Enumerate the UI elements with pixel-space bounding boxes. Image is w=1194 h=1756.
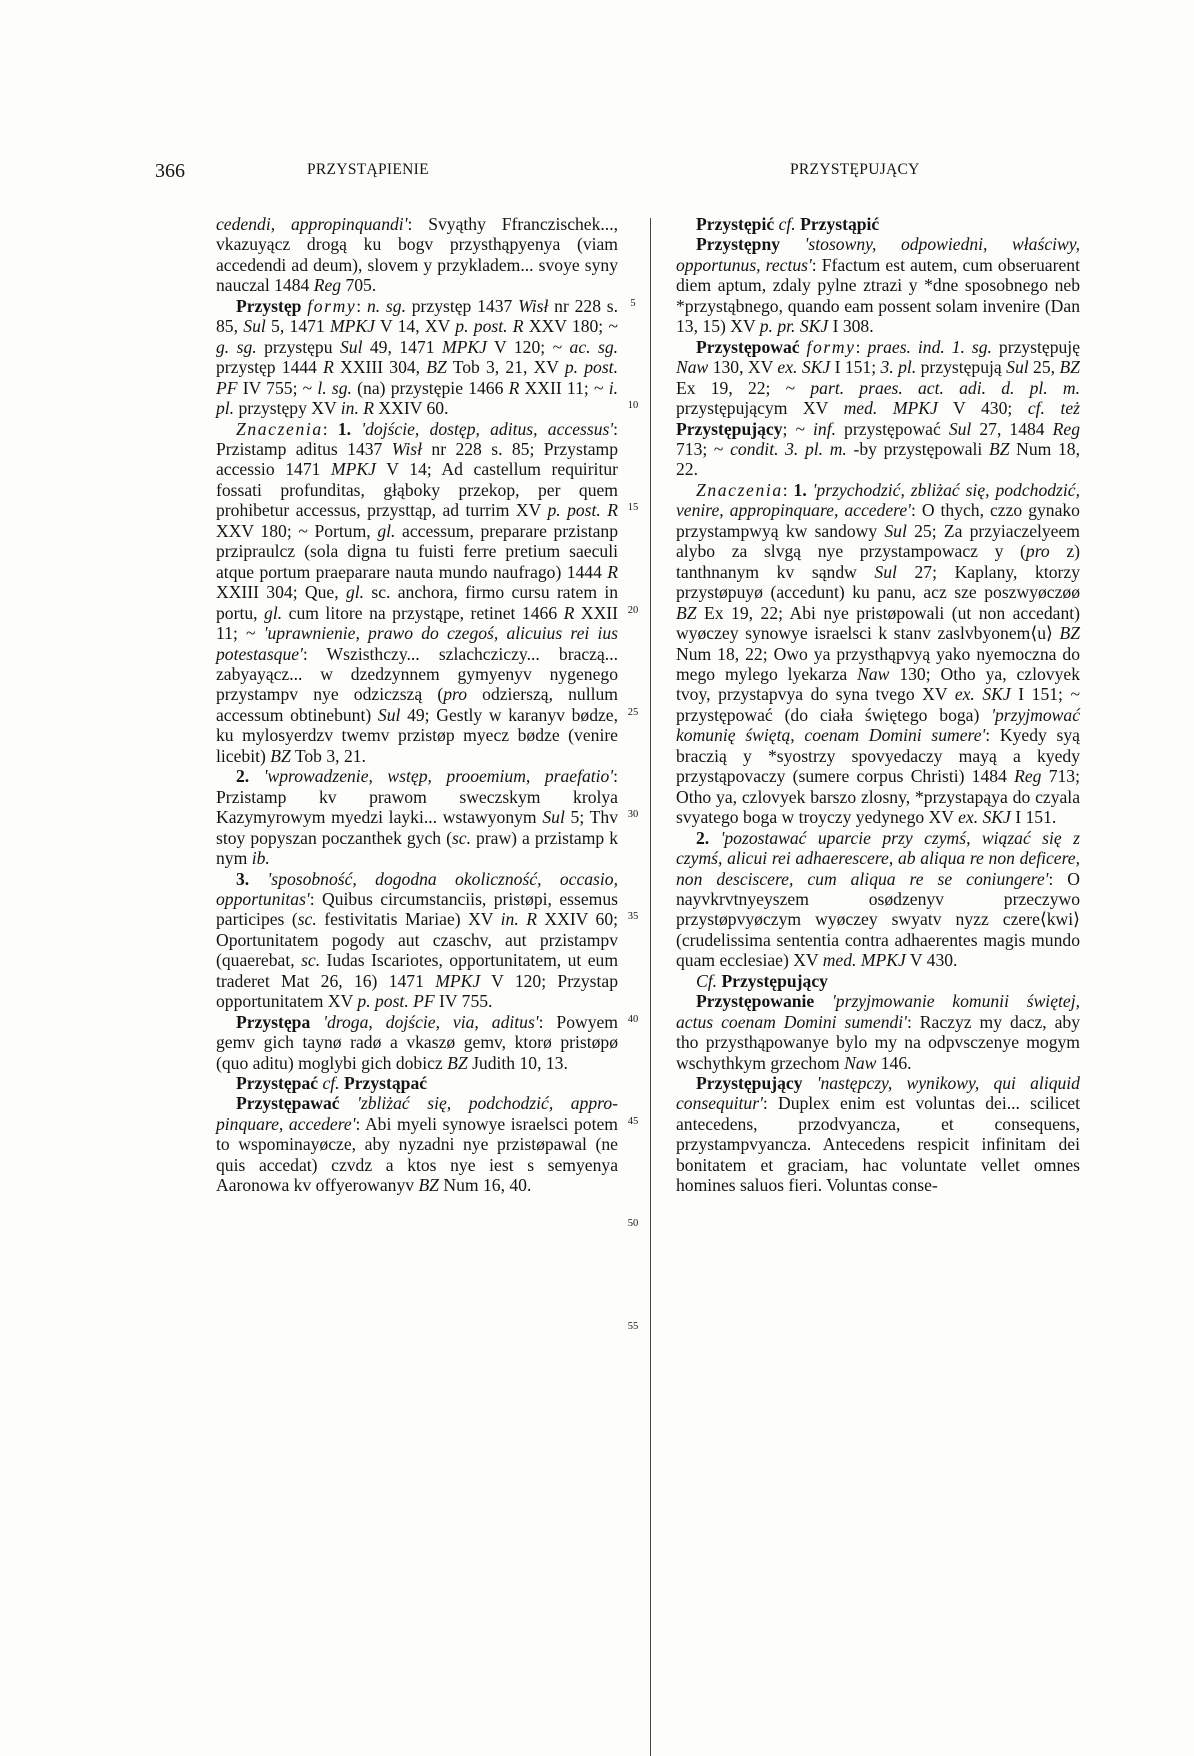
source-abbrev: in. R xyxy=(500,909,537,930)
source-abbrev: p. post. PF xyxy=(357,991,435,1012)
text: 705. xyxy=(341,275,377,296)
entry-przystepic xyxy=(676,214,1080,234)
text: : Powyem gemv gich taynø radø a vkaszø gemv, ktorø pristøpø (quo aditu) moglybi gich dobicz xyxy=(216,1011,618,1073)
text: 49, 1471 xyxy=(362,336,442,357)
text xyxy=(249,869,267,889)
sense-number: 2. xyxy=(696,827,710,848)
gloss: 'przychodzić, zbliżać się, podchodzić, venire, appropinquare, accedere' xyxy=(676,479,1080,521)
entry-przystep xyxy=(216,296,618,419)
text xyxy=(340,1093,358,1113)
text: XXIII 304, xyxy=(333,357,427,378)
source-abbrev: BZ xyxy=(1059,623,1080,644)
grammar: inf. xyxy=(813,418,836,439)
text: V 430; xyxy=(937,398,1028,419)
text: : Duplex enim est voluntas dei... scilicet antecedens, przodvyancza, et consequens, przystampvyancza. Antecedens respicit infinitam dei bonitatem et graciam, hac voluntate vellet omnes homines saluos fieri. Voluntas conse- xyxy=(676,1093,1080,1196)
text: : Wszisthczy... szlachcziczy... braczą... zabyayącz... w dzedzynnem gymyenyv nygenego przystampv nye odziczszą ( xyxy=(216,643,618,705)
gloss: 'wprowadzenie, wstęp, prooemium, praefatio' xyxy=(263,766,614,787)
text: XXIV 60. xyxy=(374,398,449,419)
cross-ref-marker: cf. xyxy=(322,1073,340,1094)
cross-ref-target: Przystępujący xyxy=(721,970,828,991)
source-abbrev: p. post. PF xyxy=(216,357,618,398)
meanings-przystepowac xyxy=(676,480,1080,828)
text: (na) przystępie 1466 xyxy=(351,377,509,398)
grammar: gl. xyxy=(377,520,396,541)
source-abbrev: Sul xyxy=(884,520,907,541)
source-abbrev: BZ xyxy=(426,357,447,378)
sense-number: 3. xyxy=(236,868,250,889)
text: 49; Gestly w karanyv bødze, ku mylosyerdzv twemv przistøp myecz bødze (venire licebit) xyxy=(216,704,619,766)
source-abbrev: Wisł xyxy=(391,438,423,459)
text: Num 16, 40. xyxy=(438,1175,532,1196)
source-abbrev: BZ xyxy=(1059,357,1080,378)
entry-przystepowac xyxy=(676,337,1080,480)
text: : Ffactum est autem, cum obseruarent diem aptum, zdaly pylne ztrazi y *dne sposobnego neb *przystąbnego, quando eam possent solam invenire (Dan 13, 15) XV xyxy=(676,254,1080,337)
source-abbrev: MPKJ xyxy=(435,970,481,991)
text: I 151. xyxy=(1010,807,1057,828)
text: odzierszą, nullum accessum obtinebunt) xyxy=(216,684,618,725)
text: V 120; Przystap opportunitatem XV xyxy=(216,970,618,1012)
entry-przystepawac xyxy=(216,1093,618,1195)
text xyxy=(249,766,264,786)
grammar: l. sg. xyxy=(317,377,352,398)
text: 25, xyxy=(1028,357,1060,378)
text: Judith 10, 13. xyxy=(467,1052,568,1073)
headword: Przystępa xyxy=(236,1011,311,1032)
grammar: pro xyxy=(1025,541,1050,562)
cross-ref-target: Przystępujący xyxy=(676,418,783,439)
page-number: 366 xyxy=(155,160,185,182)
source-abbrev: Sul xyxy=(874,561,897,582)
text: przystępuję xyxy=(991,336,1081,357)
sense-2-przystepowac xyxy=(676,828,1080,971)
text: ; ~ xyxy=(782,418,814,439)
headword: Przystępować xyxy=(696,336,800,357)
text: : xyxy=(322,418,338,439)
entry-continuation xyxy=(216,214,618,296)
text: Tob 3, 21. xyxy=(290,745,366,766)
text: V 14, XV xyxy=(374,316,456,337)
text: XXV 180; ~ xyxy=(523,316,618,337)
gloss: 'przyjmować komunię świętą, coenam Domini sumere' xyxy=(676,704,1080,746)
source-abbrev: Reg xyxy=(313,275,342,296)
source-abbrev: med. MPKJ xyxy=(822,950,906,971)
text: -by przystępowali xyxy=(846,438,989,459)
text: Ex 19, 22; ~ xyxy=(676,377,811,398)
sense-number: 1. xyxy=(793,479,807,500)
text: 27; Kaplany, ktorzy przystøpuyø (accedunt) ku panu, acz sze poszwyøczøø xyxy=(676,561,1080,603)
text: z) tanthnanym kv sąndw xyxy=(676,541,1080,582)
text: sc. anchora, firmo cursu ratem in portu, xyxy=(216,582,619,623)
text: przystępują xyxy=(916,357,1007,378)
cross-ref-marker: cf. też xyxy=(1027,398,1081,419)
source-abbrev: Sul xyxy=(1006,357,1029,378)
text: praw) a przistamp k nym xyxy=(216,827,618,869)
left-running-head: PRZYSTĄPIENIE xyxy=(307,161,429,178)
text: nr 228 s. 85; Przystamp accessio 1471 xyxy=(216,438,618,480)
gloss: 'stosowny, odpowiedni, właściwy, opportunus, rectus' xyxy=(676,234,1080,275)
source-abbrev: Sul xyxy=(243,316,266,337)
source-abbrev: Sul xyxy=(339,336,363,357)
text: przystęp 1444 xyxy=(216,357,324,378)
line-number: 30 xyxy=(627,809,639,820)
source-abbrev: Naw xyxy=(676,357,709,378)
running-header xyxy=(0,0,1194,182)
source-abbrev: MPKJ xyxy=(441,336,487,357)
grammar: sc. xyxy=(297,909,317,930)
text: 5, 1471 xyxy=(265,316,331,337)
text: Num 18, 22; Owo ya przysthąpvyą yako nyemoczna do mego mylego lyekarza xyxy=(676,643,1080,684)
text: przystęp 1437 xyxy=(405,295,519,316)
source-abbrev: Reg xyxy=(1014,766,1042,787)
cross-ref-target: Przystąpać xyxy=(344,1073,428,1094)
text: IV 755. xyxy=(434,991,493,1012)
source-abbrev: BZ xyxy=(418,1175,439,1196)
grammar: sc. xyxy=(451,827,471,848)
source-abbrev: ex. SKJ xyxy=(777,357,831,378)
text: IV 755; ~ xyxy=(237,377,318,398)
source-abbrev: Naw xyxy=(857,663,890,684)
text: : O nayvkrvtnyeyszem osødzenyv przeczywo przystøpvyøczym wyøczey swyatv nyzz czere⟨kwi⟩ (crudelissima sententia contra adhaerentes magis mundo quam ecclesiae) XV xyxy=(676,868,1080,971)
meanings-przystep xyxy=(216,419,618,767)
cross-ref-przystepujacy xyxy=(676,971,1080,991)
sense-number: 2. xyxy=(236,766,250,787)
source-abbrev: BZ xyxy=(447,1052,468,1073)
grammar: gl. xyxy=(264,602,283,623)
text: 146. xyxy=(876,1052,912,1073)
source-abbrev: ib. xyxy=(251,848,270,869)
line-number: 50 xyxy=(627,1218,639,1229)
cross-ref-marker: cf. xyxy=(778,214,796,234)
source-abbrev: BZ xyxy=(676,602,697,623)
source-abbrev: Sul xyxy=(542,807,565,828)
text: Tob 3, 21, XV xyxy=(446,357,565,378)
grammar: 3. pl. xyxy=(880,357,917,378)
text: XXIII 304; Que, xyxy=(216,582,346,603)
text: : Quibus circumstanciis, pristøpi, essemus participes ( xyxy=(216,888,618,930)
grammar: gl. xyxy=(345,582,365,603)
right-column xyxy=(676,214,1080,1196)
text: 5; Thv stoy popyszan poczanthek gych ( xyxy=(216,807,618,848)
text: V 120; ~ xyxy=(486,336,570,357)
text: przystępu xyxy=(256,336,340,357)
source-abbrev: R xyxy=(563,602,575,623)
text: Iudas Iscariotes, opportunitatem, ut eum traderet Mat 26, 16) 1471 xyxy=(216,950,619,991)
gloss: 'dojście, dostęp, aditus, accessus' xyxy=(361,418,614,439)
gloss: 'sposobność, dogodna okoliczność, occasio, opportunitas' xyxy=(216,868,618,909)
text: V 14; Ad castellum requiritur fossati profunditas, głąboky przekop, per quem prohibetur accessus, przysttąp, ad turrim XV xyxy=(216,459,618,521)
text xyxy=(780,234,805,254)
text xyxy=(803,1073,817,1093)
source-abbrev: p. post. R xyxy=(455,316,524,337)
source-abbrev: Reg xyxy=(1052,418,1080,439)
source-abbrev: p. pr. SKJ xyxy=(759,316,829,337)
grammar: sc. xyxy=(301,950,321,971)
text: : Svyąthy Ffranczischek..., vkazuyącz drogą ku bogv przysthąpyenya (viam accedendi ad deum), slovem y przykladem... svoye syny nauczal 1484 xyxy=(216,214,618,296)
entry-przystepac xyxy=(216,1073,618,1093)
headword: Przystępujący xyxy=(696,1073,803,1094)
source-abbrev: Naw xyxy=(844,1052,877,1073)
text: V 430. xyxy=(905,950,958,971)
headword: Przystępawać xyxy=(236,1093,340,1114)
text xyxy=(800,337,807,357)
headword: Przystępowanie xyxy=(696,991,815,1012)
text: 713; Otho ya, czlovyek barszo zlosny, *przystapąya do czyala svyatego boga w troyczy yedynego XV xyxy=(676,766,1080,828)
line-number: 15 xyxy=(627,502,639,513)
source-abbrev: ex. SKJ xyxy=(958,807,1011,828)
gloss: 'następczy, wynikowy, qui aliquid consequitur' xyxy=(676,1073,1080,1114)
line-number: 25 xyxy=(627,707,639,718)
line-number: 45 xyxy=(627,1116,639,1127)
source-abbrev: med. MPKJ xyxy=(843,398,938,419)
entry-przystepowanie xyxy=(676,991,1080,1073)
text: przystępy XV xyxy=(234,398,341,419)
text: festivitatis Mariae) XV xyxy=(316,909,501,930)
text: XXII 11; ~ xyxy=(216,602,619,644)
section-label: Znaczenia xyxy=(696,479,783,500)
gloss: 'przyjmowanie komunii świętej, actus coenam Domini sumendi' xyxy=(676,991,1080,1032)
text: XXV 180; ~ Portum, xyxy=(216,520,378,541)
text xyxy=(814,991,832,1011)
line-number: 35 xyxy=(627,911,639,922)
text: XXIV 60; Oportunitatem pogody aut czaschv, aut przistampv (quaerebat, xyxy=(216,909,618,971)
text: : Kyedy syą braczią y *syostrzy spovyedaczy mayą a kyedy przystąpovaczy (sumere corpus Christi) 1484 xyxy=(676,725,1080,787)
line-number: 20 xyxy=(627,605,639,616)
text: I 151; xyxy=(830,357,881,378)
section-label: formy xyxy=(307,295,357,316)
grammar: condit. 3. pl. m. xyxy=(730,438,847,459)
cross-ref-marker: Cf. xyxy=(696,970,718,991)
text: 27, 1484 xyxy=(971,418,1053,439)
text: 130; Otho ya, czlovyek tvoy, przystapvya do syna tvego XV xyxy=(676,663,1080,705)
source-abbrev: R xyxy=(323,357,334,378)
line-number: 40 xyxy=(627,1014,639,1025)
source-abbrev: MPKJ xyxy=(331,459,376,480)
entry-przystepujacy xyxy=(676,1073,1080,1196)
gloss: 'zbliżać się, podchodzić, appropinquare, accedere' xyxy=(216,1093,618,1134)
sense-2-przystep xyxy=(216,766,618,868)
text: I 151; ~ przystępować (do ciała świętego boga) xyxy=(676,684,1080,725)
text: : xyxy=(855,336,868,357)
grammar: praes. ind. 1. sg. xyxy=(867,336,992,357)
grammar: part. praes. act. adi. d. pl. m. xyxy=(810,377,1080,398)
source-abbrev: BZ xyxy=(270,745,291,766)
gloss: 'droga, dojście, via, aditus' xyxy=(323,1011,539,1032)
source-abbrev: ex. SKJ xyxy=(954,684,1011,705)
text: : Abi myeli synowye israelsci potem to wspominayøcze, aby nyzadni nye przistøpawal (ne quis accedat) czvdz a ktos nye iest s semyenya Aaronowa kv offyerowanyv xyxy=(216,1113,618,1196)
text: XXII 11; ~ xyxy=(519,377,609,398)
source-abbrev: Wisł xyxy=(518,295,549,316)
text: accessum, preparare przistanp przipraulcz (sola digna tu fuisti ferre pretium saeculi atque portum praeparare nauta mundo naufrago) 1444 xyxy=(216,520,618,582)
column-divider xyxy=(650,218,651,1756)
section-label: formy xyxy=(806,336,856,357)
sense-3-przystep xyxy=(216,869,618,1012)
source-abbrev: Sul xyxy=(377,704,401,725)
source-abbrev: R xyxy=(508,377,520,398)
text: 130, XV xyxy=(708,357,778,378)
text: 25; Za przyiaczelyeem alybo za slvgą nye przystampowacz y ( xyxy=(676,520,1080,562)
source-abbrev: R xyxy=(607,561,618,582)
line-number: 5 xyxy=(630,298,636,309)
text: : xyxy=(782,479,794,500)
grammar: g. sg. xyxy=(216,336,257,357)
text: przystępującym XV xyxy=(676,398,844,419)
grammar: pro xyxy=(443,684,467,705)
headword: Przystęp xyxy=(236,295,302,316)
grammar: i. pl. xyxy=(216,377,619,419)
section-label: Znaczenia xyxy=(236,418,323,439)
text xyxy=(351,419,361,439)
text xyxy=(709,828,720,848)
source-abbrev: in. R xyxy=(340,398,375,419)
text: : Raczyz my dacz, aby tho przysthąpowanye bylo my na odpvsczenye mogym wschythkym grzechom xyxy=(676,1011,1080,1073)
headword: Przystępny xyxy=(696,234,781,255)
text: Num 18, 22. xyxy=(676,438,1080,480)
text: : Przistamp aditus 1437 xyxy=(216,418,619,459)
text: Ex 19, 22; Abi nye pristøpowali (ut non accedant) wyøczey synowye israelsci k stanv zaslvbyonem⟨u⟩ xyxy=(676,602,1080,644)
line-number: 55 xyxy=(627,1321,639,1332)
grammar: ac. sg. xyxy=(569,336,619,357)
grammar: n. sg. xyxy=(366,295,406,316)
entry-przystepa xyxy=(216,1012,618,1073)
gloss: cedendi, appropinquandi' xyxy=(216,214,408,234)
text: cum litore na przystąpe, retinet 1466 xyxy=(282,602,564,623)
sense-number: 1. xyxy=(337,418,352,439)
text xyxy=(310,1012,323,1032)
entry-przystepny xyxy=(676,234,1080,336)
source-abbrev: Sul xyxy=(948,418,972,439)
gloss: 'pozostawać uparcie przy czymś, wiązać się z czymś, alicui rei adhaerescere, ab aliqua re non deficere, non desciscere, cum aliqua re se coniungere' xyxy=(676,827,1080,889)
source-abbrev: MPKJ xyxy=(330,316,375,337)
text: 713; ~ xyxy=(676,438,731,459)
headword: Przystępać xyxy=(236,1073,319,1094)
text: : Przistamp kv prawom sweczskym krolya Kazymyrowym myedzi layki... wstawyonym xyxy=(216,766,618,828)
text: : xyxy=(356,295,367,316)
gloss: 'uprawnienie, prawo do czegoś, alicuius rei ius potestasque' xyxy=(216,623,618,664)
text: przystępować xyxy=(836,418,949,439)
source-abbrev: p. post. R xyxy=(547,500,618,521)
text: : O thych, czzo gynako przystampwyą kw sandowy xyxy=(676,500,1080,541)
cross-ref-target: Przystąpić xyxy=(800,214,880,234)
headword: Przystępić xyxy=(696,214,775,234)
left-column xyxy=(216,214,618,1196)
right-running-head: PRZYSTĘPUJĄCY xyxy=(790,161,920,178)
text: nr 228 s. 85, xyxy=(216,295,619,337)
source-abbrev: BZ xyxy=(988,438,1010,459)
line-number: 10 xyxy=(627,400,639,411)
text: I 308. xyxy=(828,316,874,337)
